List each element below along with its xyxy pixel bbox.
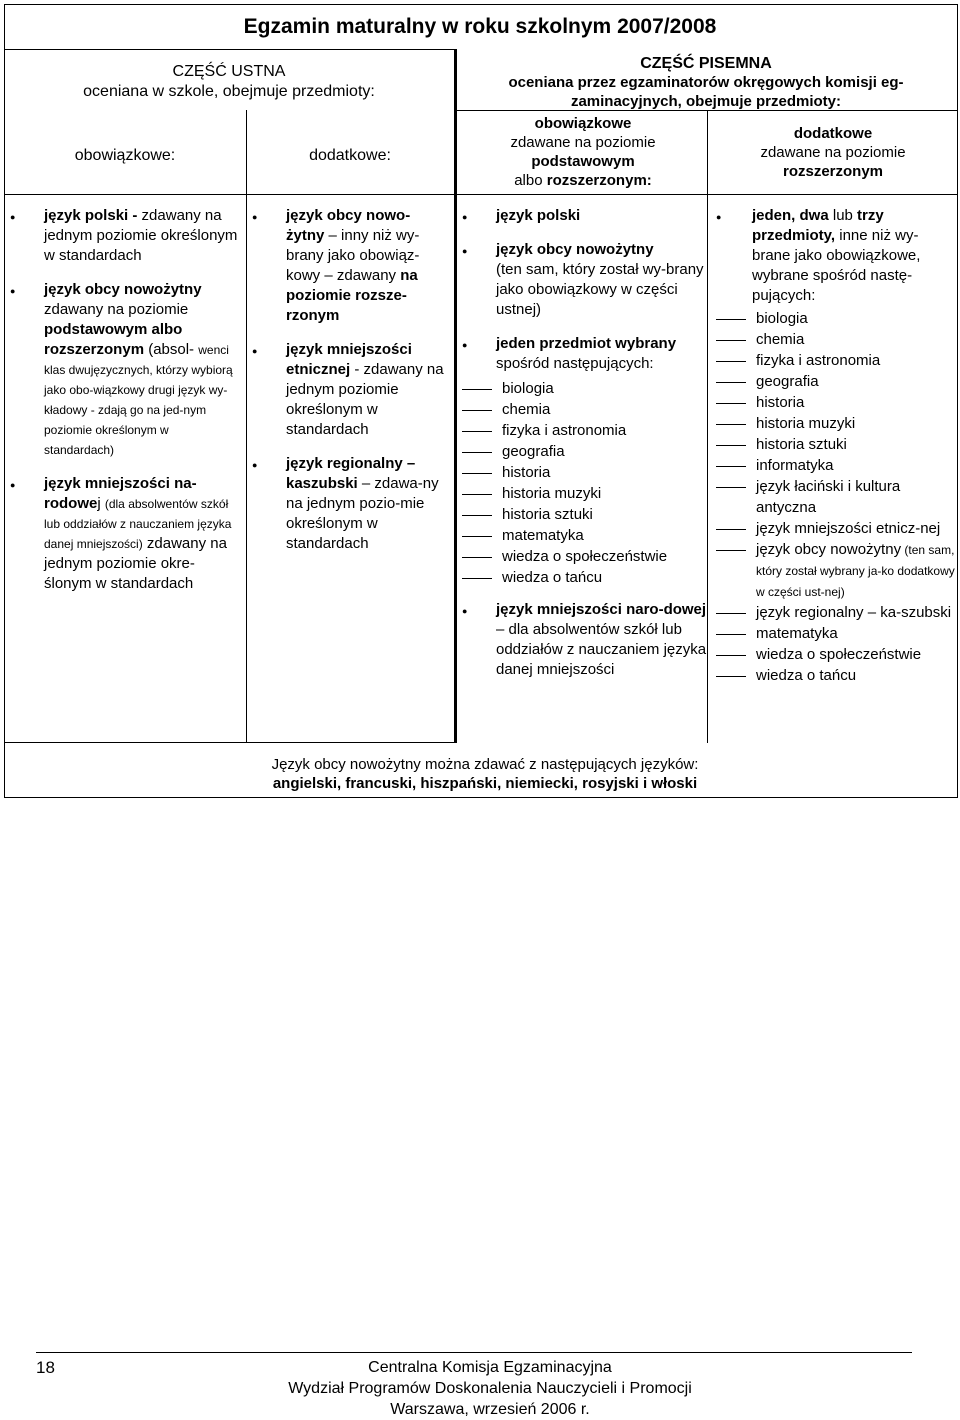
footer xyxy=(180,1357,800,1420)
list-item: ● język obcy nowo-żytny – inny niż wy-brany jako obowiąz-kowy – zdawany na poziomie rozsze-rzonym xyxy=(252,206,448,326)
subject-item: język łaciński i kultura antyczna xyxy=(716,476,956,518)
languages-note-line: angielski, francuski, hiszpański, niemiecki, rosyjski i włoski xyxy=(272,775,698,792)
subject-list xyxy=(462,378,708,588)
divider xyxy=(4,742,456,743)
written-additional-header xyxy=(708,124,958,181)
subject-item: geografia xyxy=(716,371,956,392)
written-mandatory-header xyxy=(458,114,708,190)
list-item: ● jeden, dwa lub trzy przedmioty, inne niż wy-brane jako obowiązkowe, wybrane spośród nastę-pujących: xyxy=(716,206,956,306)
page-number: 18 xyxy=(36,1358,55,1377)
languages-note xyxy=(140,755,830,793)
subject-item: chemia xyxy=(462,399,708,420)
footer-line: Warszawa, wrzesień 2006 r. xyxy=(390,1401,590,1418)
list-item: ● język mniejszości etnicznej - zdawany na jednym poziomie określonym w standardach xyxy=(252,340,448,440)
subject-item: informatyka xyxy=(716,455,956,476)
divider xyxy=(246,110,247,743)
page-title: Egzamin maturalny w roku szkolnym 2007/2008 xyxy=(243,15,717,38)
header-line: rozszerzonym xyxy=(782,163,884,180)
oral-additional-list xyxy=(252,206,448,568)
divider xyxy=(454,49,457,743)
subject-item: biologia xyxy=(462,378,708,399)
list-item: ● język regionalny – kaszubski – zdawa-ny na jednym pozio-mie określonym w standardach xyxy=(252,454,448,554)
subject-item: fizyka i astronomia xyxy=(462,420,708,441)
languages-note-line: Język obcy nowożytny można zdawać z następujących języków: xyxy=(271,756,699,773)
written-heading xyxy=(466,54,946,111)
oral-mandatory-list xyxy=(10,206,242,608)
subject-item: język mniejszości etnicz-nej xyxy=(716,518,956,539)
list-item: ● język polski - zdawany na jednym poziomie określonym w standardach xyxy=(10,206,242,266)
header-line: rozszerzonym: xyxy=(546,172,652,189)
list-item: ● jeden przedmiot wybrany spośród następujących: xyxy=(462,334,708,374)
subject-item: wiedza o tańcu xyxy=(716,665,956,686)
oral-heading-title: CZĘŚĆ USTNA xyxy=(172,63,286,80)
subject-item: historia xyxy=(716,392,956,413)
subject-list xyxy=(716,539,956,602)
subject-item: matematyka xyxy=(716,623,956,644)
header-line: albo xyxy=(514,172,547,189)
list-item: ● język polski xyxy=(462,206,708,226)
subject-item: chemia xyxy=(716,329,956,350)
subject-item: historia sztuki xyxy=(462,504,708,525)
subject-item: historia muzyki xyxy=(716,413,956,434)
divider xyxy=(4,194,958,195)
header-line: zdawane na poziomie xyxy=(510,134,656,151)
subject-item: fizyka i astronomia xyxy=(716,350,956,371)
written-additional-list xyxy=(716,206,956,686)
footer-rule xyxy=(36,1352,912,1353)
header-line: podstawowym xyxy=(531,153,635,170)
list-item: ● język obcy nowożytny (ten sam, który został wy-brany jako obowiązkowy w części ustnej) xyxy=(462,240,708,320)
subject-item: historia sztuki xyxy=(716,434,956,455)
footer-line: Centralna Komisja Egzaminacyjna xyxy=(368,1359,612,1376)
subject-item: wiedza o społeczeństwie xyxy=(716,644,956,665)
list-item: ● język mniejszości na-rodowej (dla absolwentów szkół lub oddziałów z nauczaniem języka danej mniejszości) zdawany na jednym poziomie okre-ślonym w standardach xyxy=(10,474,242,594)
oral-heading xyxy=(4,62,454,102)
header-line: dodatkowe xyxy=(793,125,873,142)
subject-item: biologia xyxy=(716,308,956,329)
written-mandatory-list xyxy=(462,206,708,694)
subject-item: historia muzyki xyxy=(462,483,708,504)
list-item: ● język obcy nowożytny zdawany na poziomie podstawowym albo rozszerzonym (absol- wenci klas dwujęzycznych, którzy wybiorą jako obo-wiązkowy drugi język wy-kładowy - zdają go na jed-nym poziomie określonym w standardach) xyxy=(10,280,242,460)
header-line: zdawane na poziomie xyxy=(760,144,906,161)
list-item: język obcy nowożytny (ten sam, który został wybrany ja-ko dodatkowy w części ust-nej) xyxy=(716,539,956,602)
list-item: ● język mniejszości naro-dowej – dla absolwentów szkół lub oddziałów z nauczaniem języka danej mniejszości xyxy=(462,600,708,680)
oral-additional-header: dodatkowe: xyxy=(309,147,391,164)
subject-item: wiedza o społeczeństwie xyxy=(462,546,708,567)
written-heading-subtitle: oceniana przez egzaminatorów okręgowych komisji eg-zaminacyjnych, obejmuje przedmioty: xyxy=(508,74,904,110)
subject-item: wiedza o tańcu xyxy=(462,567,708,588)
subject-item: historia xyxy=(462,462,708,483)
subject-item: geografia xyxy=(462,441,708,462)
header-line: obowiązkowe xyxy=(534,115,632,132)
subject-item: język regionalny – ka-szubski xyxy=(716,602,956,623)
oral-heading-subtitle: oceniana w szkole, obejmuje przedmioty: xyxy=(83,83,375,100)
subject-list xyxy=(716,602,956,686)
subject-item: matematyka xyxy=(462,525,708,546)
written-heading-title: CZĘŚĆ PISEMNA xyxy=(640,55,772,72)
oral-mandatory-header: obowiązkowe: xyxy=(74,147,176,164)
footer-line: Wydział Programów Doskonalenia Nauczycieli i Promocji xyxy=(288,1380,692,1397)
divider xyxy=(4,49,454,50)
subject-list xyxy=(716,308,956,539)
